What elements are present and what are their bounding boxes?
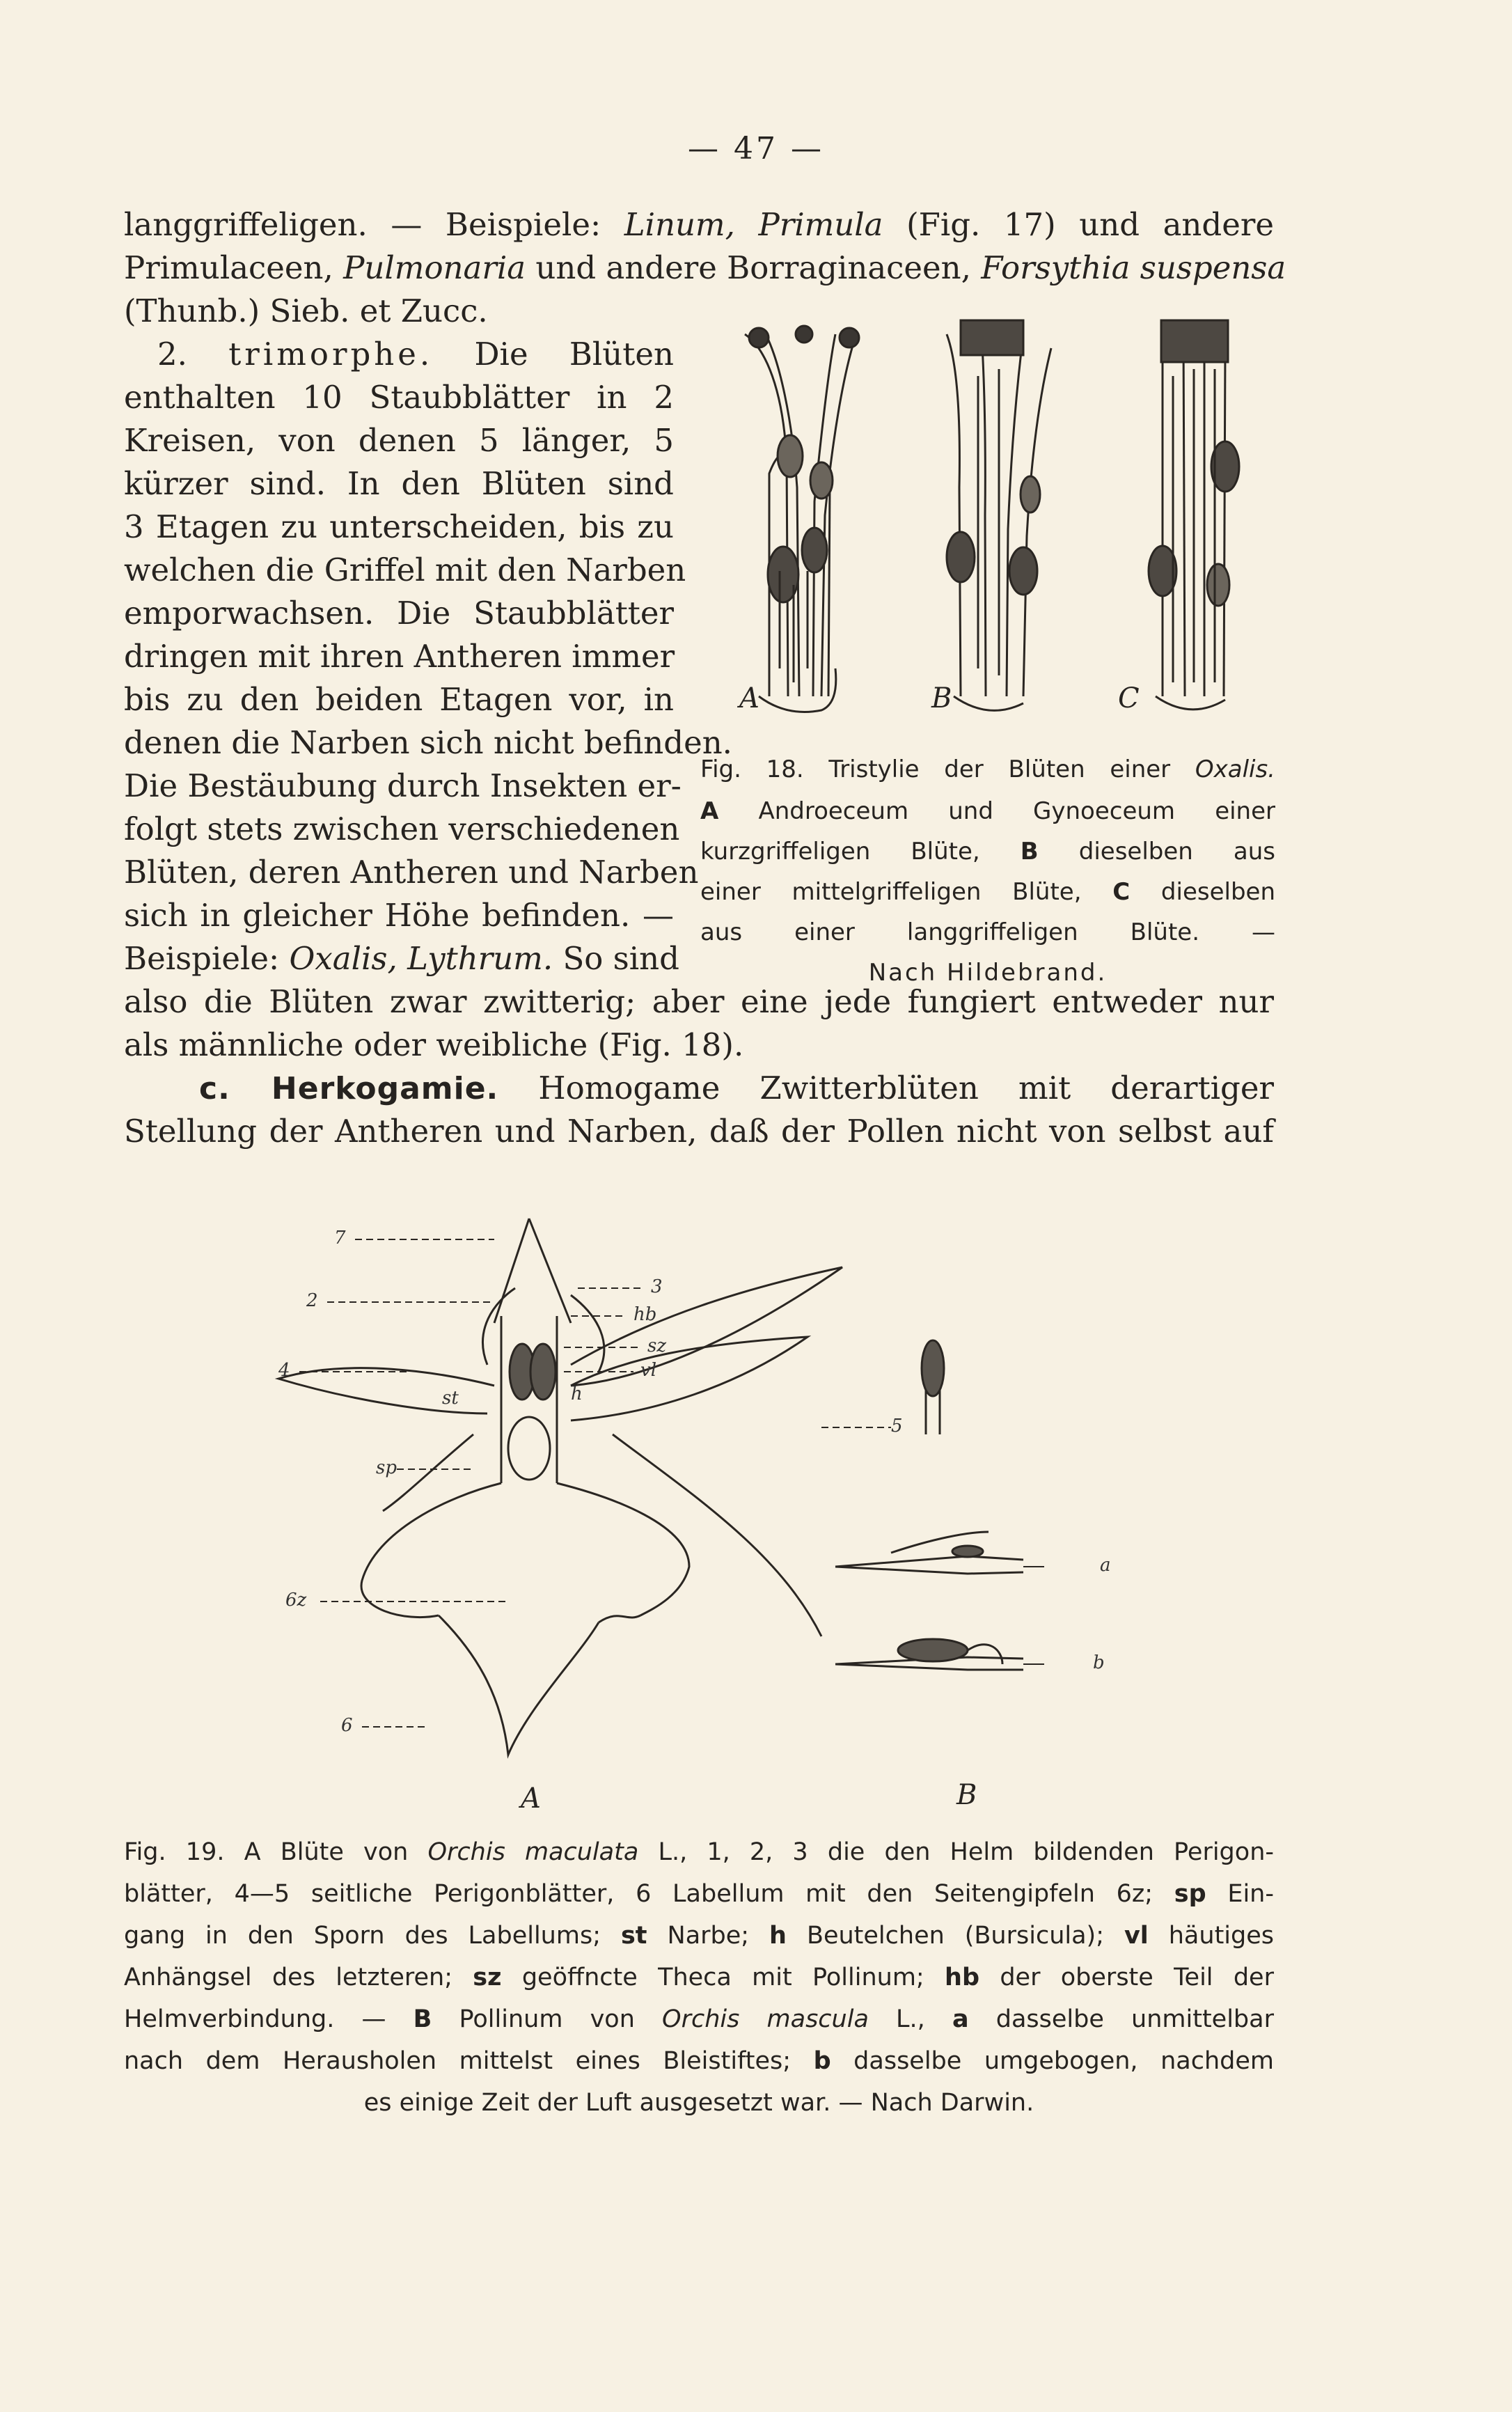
fig19-label-big-b: B	[956, 1779, 977, 1811]
fig18-caption-line-6: Nach Hildebrand.	[868, 959, 1108, 987]
fig19-label-h: h	[571, 1384, 583, 1404]
text-line-3: (Thunb.) Sieb. et Zucc.	[124, 292, 488, 329]
fig19-caption-line-1: Fig. 19. A Blüte von Orchis maculata L., 1, 2, 3 die den Helm bildenden Perigon-	[124, 1838, 1275, 1866]
fig19-caption-line-4: Anhängsel des letzteren; sz geöffncte Theca mit Pollinum; hb der oberste Teil der	[124, 1964, 1274, 1991]
text-line-11: dringen mit ihren Antheren immer	[124, 638, 675, 675]
fig18-caption-line-5: aus einer langgriffeligen Blüte. —	[700, 918, 1275, 946]
fig18-label-c: C	[1118, 682, 1140, 714]
fig19-label-5: 5	[891, 1416, 903, 1436]
text-line-2: Primulaceen, Pulmonaria und andere Borraginaceen, Forsythia suspensa	[124, 249, 1286, 286]
text-line-7: kürzer sind. In den Blüten sind	[124, 465, 674, 502]
section-heading: c. Herkogamie.	[199, 1071, 499, 1106]
fig19-label-6: 6	[341, 1715, 353, 1736]
fig18-label-b: B	[931, 682, 952, 714]
fig18-caption-line-2: A Androeceum und Gynoeceum einer	[700, 797, 1275, 825]
text-line-18: Beispiele: Oxalis, Lythrum. So sind	[124, 940, 679, 977]
fig19-label-3: 3	[651, 1276, 663, 1297]
text-line-12: bis zu den beiden Etagen vor, in	[124, 681, 674, 718]
fig19-label-vl: vl	[640, 1360, 657, 1381]
fig19-caption-line-6: nach dem Herausholen mittelst eines Bleistiftes; b dasselbe umgebogen, nachdem	[124, 2047, 1274, 2075]
fig19-label-b: b	[1093, 1652, 1105, 1673]
fig19-label-a: a	[1100, 1555, 1111, 1576]
fig18-caption-line-1: Fig. 18. Tristylie der Blüten einer Oxalis.	[700, 755, 1275, 783]
text-line-6: Kreisen, von denen 5 länger, 5	[124, 422, 674, 459]
figure-19-drawing	[265, 1205, 1239, 1776]
text-line-16: Blüten, deren Antheren und Narben	[124, 854, 699, 891]
page-number: — 47 —	[688, 131, 824, 166]
fig18-caption-line-3: kurzgriffeligen Blüte, B dieselben aus	[700, 838, 1275, 866]
text-line-17: sich in gleicher Höhe befinden. —	[124, 897, 674, 934]
fig19-caption-line-3: gang in den Sporn des Labellums; st Narbe; h Beutelchen (Bursicula); vl häutiges	[124, 1922, 1274, 1950]
text-line-22: Stellung der Antheren und Narben, daß der Pollen nicht von selbst auf	[124, 1113, 1274, 1150]
text-line-10: emporwachsen. Die Staubblätter	[124, 595, 674, 632]
fig19-label-st: st	[442, 1388, 459, 1409]
text-line-14: Die Bestäubung durch Insekten er-	[124, 767, 682, 804]
text-line-8: 3 Etagen zu unterscheiden, bis zu	[124, 508, 674, 545]
text-line-1: langgriffeligen. — Beispiele: Linum, Primula (Fig. 17) und andere	[124, 206, 1274, 243]
fig19-label-2: 2	[306, 1290, 318, 1311]
text-line-19: also die Blüten zwar zwitterig; aber eine jede fungiert entweder nur	[124, 983, 1274, 1020]
fig18-flower-a	[745, 326, 859, 712]
fig19-label-sp: sp	[376, 1457, 397, 1478]
fig18-caption-line-4: einer mittelgriffeligen Blüte, C dieselben	[700, 878, 1275, 906]
fig19-caption-line-7: es einige Zeit der Luft ausgesetzt war. — Nach Darwin.	[363, 2089, 1034, 2117]
text-line-9: welchen die Griffel mit den Narben	[124, 551, 686, 588]
fig18-flower-b	[947, 320, 1051, 710]
figure-18-drawing	[717, 306, 1274, 738]
fig19-label-4: 4	[278, 1360, 290, 1381]
fig19-label-7: 7	[334, 1228, 346, 1248]
fig18-flower-c	[1149, 320, 1239, 710]
text-line-4: 2. trimorphe. Die Blüten	[157, 336, 674, 373]
text-line-13: denen die Narben sich nicht befinden.	[124, 724, 732, 761]
text-line-20: als männliche oder weibliche (Fig. 18).	[124, 1026, 744, 1063]
fig19-caption-line-2: blätter, 4—5 seitliche Perigonblätter, 6 Labellum mit den Seitengipfeln 6z; sp Ein-	[124, 1880, 1274, 1908]
fig18-label-a: A	[739, 682, 759, 714]
fig19-caption-line-5: Helmverbindung. — B Pollinum von Orchis mascula L., a dasselbe unmittelbar	[124, 2005, 1274, 2033]
fig19-label-hb: hb	[633, 1304, 657, 1325]
fig19-label-6z: 6z	[285, 1590, 307, 1611]
fig19-label-sz: sz	[647, 1336, 667, 1356]
text-line-15: folgt stets zwischen verschiedenen	[124, 810, 680, 847]
text-line-5: enthalten 10 Staubblätter in 2	[124, 379, 674, 416]
text-line-21: c. Herkogamie. Homogame Zwitterblüten mit derartiger	[199, 1070, 1274, 1106]
fig19-label-big-a: A	[521, 1783, 541, 1815]
